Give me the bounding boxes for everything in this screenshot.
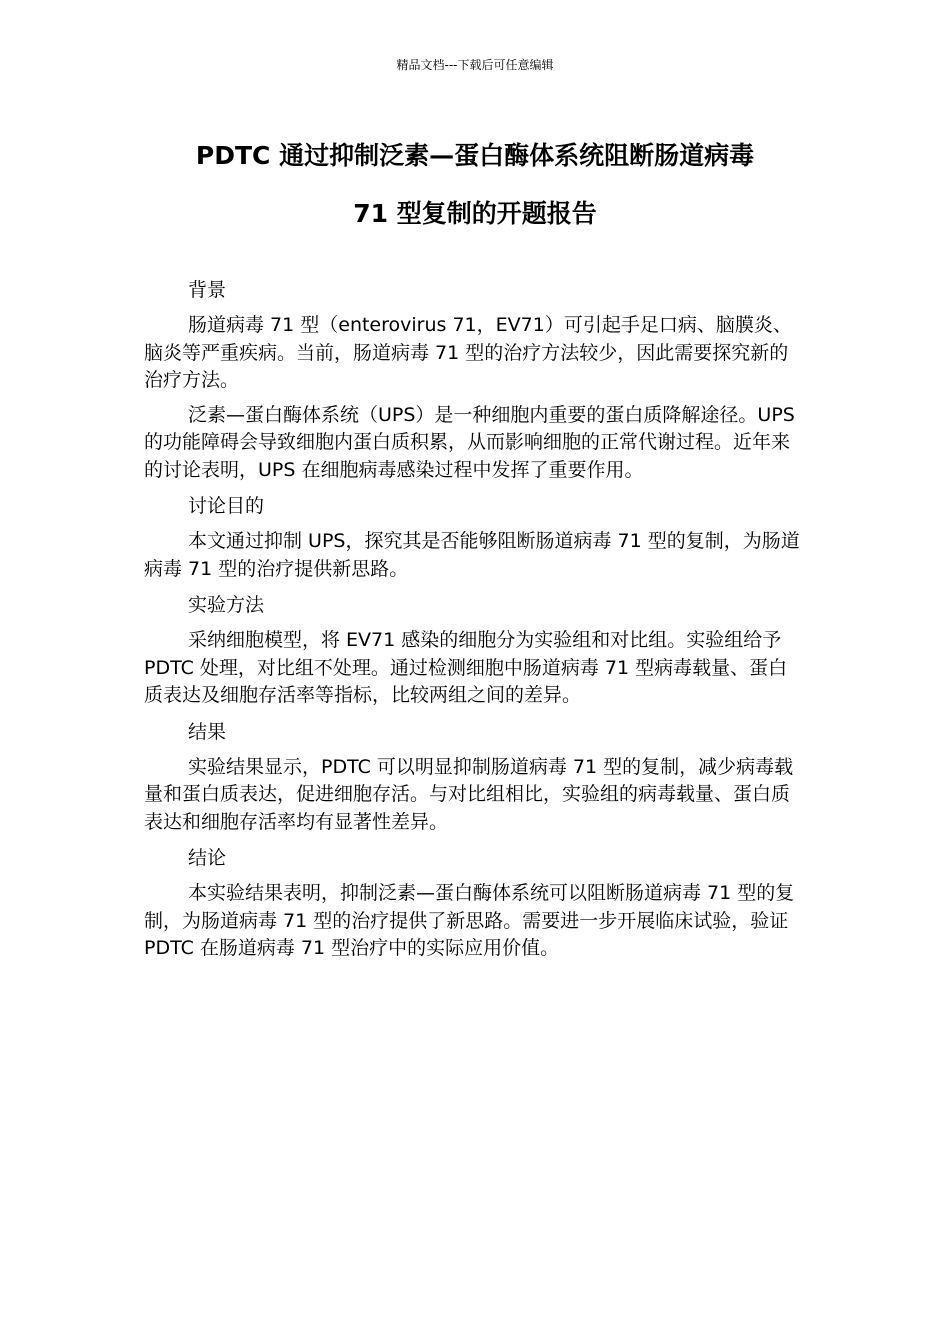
- header-note: 精品文档---下载后可任意编辑: [396, 58, 554, 72]
- section-heading-background: 背景: [188, 279, 227, 301]
- paragraph: 实验结果显示，PDTC 可以明显抑制肠道病毒 71 型的复制，减少病毒载量和蛋白质表达，促进细胞存活。与对比组相比，实验组的病毒载量、蛋白质表达和细胞存活率均有显著性差异。: [144, 755, 794, 833]
- title-line-2: 71 型复制的开题报告: [353, 199, 597, 228]
- section-heading-methods: 实验方法: [188, 594, 265, 616]
- paragraph: 泛素—蛋白酶体系统（UPS）是一种细胞内重要的蛋白质降解途径。UPS 的功能障碍会导致细胞内蛋白质积累，从而影响细胞的正常代谢过程。近年来的讨论表明，UPS 在细胞病毒感染过程中发挥了重要作用。: [144, 403, 795, 481]
- paragraph: 肠道病毒 71 型（enterovirus 71，EV71）可引起手足口病、脑膜炎、脑炎等严重疾病。当前，肠道病毒 71 型的治疗方法较少，因此需要探究新的治疗方法。: [144, 314, 792, 391]
- paragraph: 本文通过抑制 UPS，探究其是否能够阻断肠道病毒 71 型的复制，为肠道病毒 71 型的治疗提供新思路。: [144, 530, 800, 580]
- title-line-1: PDTC 通过抑制泛素—蛋白酶体系统阻断肠道病毒: [195, 141, 755, 170]
- section-heading-conclusion: 结论: [188, 847, 227, 869]
- document-title: [130, 135, 820, 235]
- section-heading-results: 结果: [188, 720, 227, 743]
- paragraph: 本实验结果表明，抑制泛素—蛋白酶体系统可以阻断肠道病毒 71 型的复制，为肠道病毒 71 型的治疗提供了新思路。需要进一步开展临床试验，验证 PDTC 在肠道病毒 71 型治疗中的实际应用价值。: [144, 882, 795, 959]
- section-heading-purpose: 讨论目的: [188, 495, 265, 517]
- document-body: [144, 275, 806, 970]
- paragraph: 采纳细胞模型，将 EV71 感染的细胞分为实验组和对比组。实验组给予 PDTC 处理，对比组不处理。通过检测细胞中肠道病毒 71 型病毒载量、蛋白质表达及细胞存活率等指标，比较两组之间的差异。: [144, 629, 788, 706]
